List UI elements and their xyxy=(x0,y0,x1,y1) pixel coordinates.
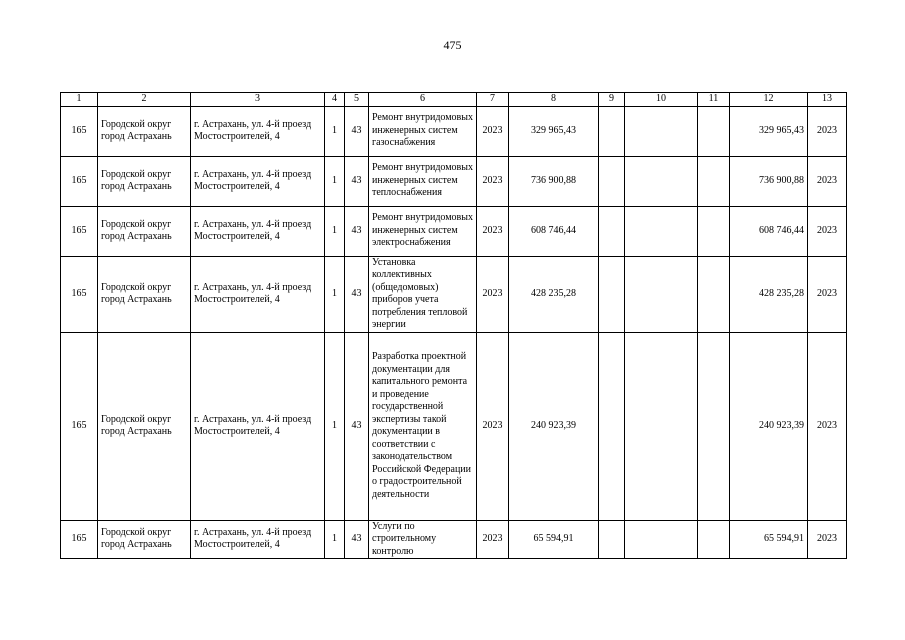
table-row xyxy=(61,332,847,520)
table-row xyxy=(61,106,847,156)
header-cell: 5 xyxy=(345,93,369,107)
col4-cell: 1 xyxy=(325,156,345,206)
col9-cell xyxy=(599,520,625,559)
address-cell: г. Астрахань, ул. 4-й проезд Мостостроителей, 4 xyxy=(191,256,325,332)
col10-cell xyxy=(625,332,698,520)
col4-cell: 1 xyxy=(325,332,345,520)
col12-cell: 608 746,44 xyxy=(730,206,808,256)
row-number: 165 xyxy=(61,520,98,559)
col4-cell: 1 xyxy=(325,256,345,332)
row-number: 165 xyxy=(61,206,98,256)
year-cell: 2023 xyxy=(477,206,509,256)
row-number: 165 xyxy=(61,332,98,520)
municipality-cell: Городской округ город Астрахань xyxy=(98,520,191,559)
col4-cell: 1 xyxy=(325,206,345,256)
col11-cell xyxy=(698,106,730,156)
col4-cell: 1 xyxy=(325,106,345,156)
work-type-cell: Разработка проектной документации для капитального ремонта и проведение государственной экспертизы такой документации в соответствии с законодательством Российской Федерации о градостроительной деятельности xyxy=(369,332,477,520)
col9-cell xyxy=(599,156,625,206)
table-row xyxy=(61,520,847,559)
year-cell: 2023 xyxy=(477,332,509,520)
col11-cell xyxy=(698,520,730,559)
page-number: 475 xyxy=(443,38,462,52)
municipality-cell: Городской округ город Астрахань xyxy=(98,256,191,332)
col5-cell: 43 xyxy=(345,520,369,559)
col11-cell xyxy=(698,206,730,256)
header-cell: 7 xyxy=(477,93,509,107)
header-cell: 3 xyxy=(191,93,325,107)
address-cell: г. Астрахань, ул. 4-й проезд Мостостроителей, 4 xyxy=(191,206,325,256)
row-number: 165 xyxy=(61,256,98,332)
col9-cell xyxy=(599,256,625,332)
repair-program-table xyxy=(60,92,847,559)
col12-cell: 736 900,88 xyxy=(730,156,808,206)
address-cell: г. Астрахань, ул. 4-й проезд Мостостроителей, 4 xyxy=(191,332,325,520)
header-cell: 2 xyxy=(98,93,191,107)
col5-cell: 43 xyxy=(345,256,369,332)
year-cell: 2023 xyxy=(477,520,509,559)
col13-cell: 2023 xyxy=(808,520,847,559)
col11-cell xyxy=(698,256,730,332)
work-type-cell: Установка коллективных (общедомовых) приборов учета потребления тепловой энергии xyxy=(369,256,477,332)
col13-cell: 2023 xyxy=(808,156,847,206)
work-type-cell: Ремонт внутридомовых инженерных систем теплоснабжения xyxy=(369,156,477,206)
col12-cell: 240 923,39 xyxy=(730,332,808,520)
municipality-cell: Городской округ город Астрахань xyxy=(98,206,191,256)
year-cell: 2023 xyxy=(477,156,509,206)
year-cell: 2023 xyxy=(477,256,509,332)
header-cell: 13 xyxy=(808,93,847,107)
col5-cell: 43 xyxy=(345,332,369,520)
header-cell: 1 xyxy=(61,93,98,107)
header-cell: 11 xyxy=(698,93,730,107)
header-cell: 4 xyxy=(325,93,345,107)
table-row xyxy=(61,206,847,256)
col5-cell: 43 xyxy=(345,206,369,256)
col9-cell xyxy=(599,206,625,256)
work-type-cell: Ремонт внутридомовых инженерных систем газоснабжения xyxy=(369,106,477,156)
address-cell: г. Астрахань, ул. 4-й проезд Мостостроителей, 4 xyxy=(191,106,325,156)
col12-cell: 65 594,91 xyxy=(730,520,808,559)
col11-cell xyxy=(698,156,730,206)
col5-cell: 43 xyxy=(345,156,369,206)
col13-cell: 2023 xyxy=(808,106,847,156)
cost-cell: 240 923,39 xyxy=(509,332,599,520)
cost-cell: 608 746,44 xyxy=(509,206,599,256)
cost-cell: 428 235,28 xyxy=(509,256,599,332)
header-cell: 9 xyxy=(599,93,625,107)
col10-cell xyxy=(625,106,698,156)
header-cell: 10 xyxy=(625,93,698,107)
municipality-cell: Городской округ город Астрахань xyxy=(98,156,191,206)
col12-cell: 428 235,28 xyxy=(730,256,808,332)
row-number: 165 xyxy=(61,156,98,206)
col10-cell xyxy=(625,206,698,256)
col13-cell: 2023 xyxy=(808,332,847,520)
municipality-cell: Городской округ город Астрахань xyxy=(98,106,191,156)
table-row xyxy=(61,156,847,206)
cost-cell: 329 965,43 xyxy=(509,106,599,156)
header-cell: 8 xyxy=(509,93,599,107)
col5-cell: 43 xyxy=(345,106,369,156)
header-cell: 6 xyxy=(369,93,477,107)
cost-cell: 736 900,88 xyxy=(509,156,599,206)
row-number: 165 xyxy=(61,106,98,156)
work-type-cell: Услуги по строительному контролю xyxy=(369,520,477,559)
table-row xyxy=(61,256,847,332)
col13-cell: 2023 xyxy=(808,256,847,332)
col10-cell xyxy=(625,520,698,559)
work-type-cell: Ремонт внутридомовых инженерных систем электроснабжения xyxy=(369,206,477,256)
col10-cell xyxy=(625,256,698,332)
header-row xyxy=(61,93,847,107)
col9-cell xyxy=(599,332,625,520)
col10-cell xyxy=(625,156,698,206)
col13-cell: 2023 xyxy=(808,206,847,256)
municipality-cell: Городской округ город Астрахань xyxy=(98,332,191,520)
year-cell: 2023 xyxy=(477,106,509,156)
cost-cell: 65 594,91 xyxy=(509,520,599,559)
col12-cell: 329 965,43 xyxy=(730,106,808,156)
address-cell: г. Астрахань, ул. 4-й проезд Мостостроителей, 4 xyxy=(191,520,325,559)
col4-cell: 1 xyxy=(325,520,345,559)
address-cell: г. Астрахань, ул. 4-й проезд Мостостроителей, 4 xyxy=(191,156,325,206)
col11-cell xyxy=(698,332,730,520)
header-cell: 12 xyxy=(730,93,808,107)
col9-cell xyxy=(599,106,625,156)
